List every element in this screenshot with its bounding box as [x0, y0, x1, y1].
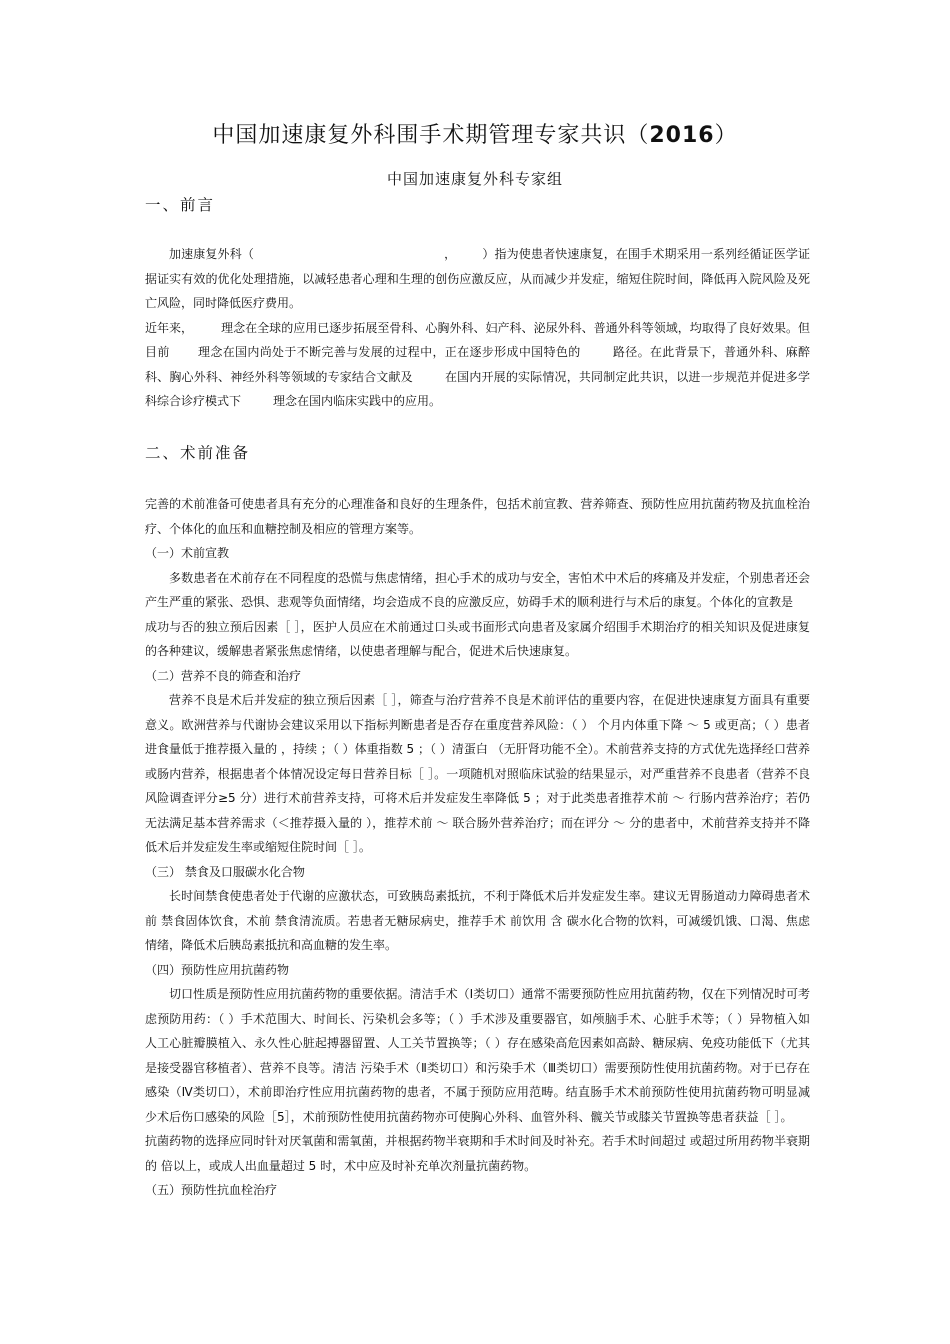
preop-body — [145, 492, 810, 1203]
preface-body — [145, 242, 810, 414]
preface-p2-f: 理念在国内临床实践中的应用。 — [273, 394, 442, 408]
preface-p2-b: 理念在全球的应用已逐步拓展至骨科、心胸外科、妇产科、泌尿外科、普通外科等领域，均取得了良好效果。但目前 — [145, 320, 810, 359]
section-heading-preface: 一、前言 — [145, 196, 216, 214]
subsection-title-antibiotics: （四）预防性应用抗菌药物 — [145, 962, 290, 977]
document-title — [0, 118, 950, 149]
subsection-title-fasting: （三） 禁食及口服碳水化合物 — [145, 864, 305, 879]
preface-p2-d: 路径。在此背景下，普通外科、麻醉科、胸心外科、神经外科等领域的专家结合文献及 — [145, 345, 810, 384]
subsection-title-nutrition: （二）营养不良的筛查和治疗 — [145, 668, 302, 683]
preface-p1-a: 加速康复外科（ — [169, 247, 254, 261]
preop-intro: 完善的术前准备可使患者具有充分的心理准备和良好的生理条件，包括术前宣教、营养筛查、预防性应用抗菌药物及抗血栓治疗、个体化的血压和血糖控制及相应的管理方案等。 — [145, 497, 810, 536]
preface-p2-c: 理念在国内尚处于不断完善与发展的过程中，正在逐步形成中国特色的 — [197, 345, 581, 359]
preface-paragraph-2 — [145, 316, 810, 414]
preface-p2-a: 近年来， — [145, 320, 194, 335]
subsection-title-education: （一）术前宣教 — [145, 546, 230, 560]
preface-p1-b: ， — [443, 247, 457, 261]
preface-paragraph-1 — [145, 242, 810, 316]
title-year: 2016 — [649, 123, 715, 148]
subsection-title-antithrombotic: （五）预防性抗血栓治疗 — [145, 1183, 278, 1197]
author-group: 中国加速康复外科专家组 — [386, 170, 563, 188]
nutrition-paragraph: 营养不良是术后并发症的独立预后因素［ ］，筛查与治疗营养不良是术前评估的重要内容，在促进快速康复方面具有重要意义。欧洲营养与代谢协会建议采用以下指标判断患者是否存在重度营养风险：（ ） 个月内体重下降 ～ 5 或更高；（ ）患者进食量低于推荐摄入量的 ，持续 ；（ ）体重指数 5 ；（ ）清蛋白 （无肝肾功能不全）。术前营养支持的方式优先选择经口营养或肠内营养，根据患者个体情况设定每日营养目标［ ］。一项随机对照临床试验的结果显示，对严重营养不良患者（营养不良风险调查评分≥5 分）进行术前营养支持，可将术后并发症发生率降低 5 ；对于此类患者推荐术前 ～ 行肠内营养治疗；若仍无法满足基本营养需求（＜推荐摄入量的 ），推荐术前 ～ 联合肠外营养治疗；而在评分 ～ 分的患者中，术前营养支持并不降低术后并发症发生率或缩短住院时间［ ］。 — [145, 693, 810, 854]
antibiotics-paragraph: 切口性质是预防性应用抗菌药物的重要依据。清洁手术（Ⅰ类切口）通常不需要预防性应用抗菌药物，仅在下列情况时可考虑预防用药：（ ）手术范围大、时间长、污染机会多等；（ ）手术涉及重要器官，如颅脑手术、心脏手术等；（ ）异物植入如人工心脏瓣膜植入、永久性心脏起搏器留置、人工关节置换等；（ ）存在感染高危因素如高龄、糖尿病、免疫功能低下（尤其是接受器官移植者）、营养不良等。清洁 污染手术（Ⅱ类切口）和污染手术（Ⅲ类切口）需要预防性使用抗菌药物。对于已存在感染（Ⅳ类切口），术前即治疗性应用抗菌药物的患者，不属于预防应用范畴。结直肠手术术前预防性使用抗菌药物可明显减少术后伤口感染的风险［5］，术前预防性使用抗菌药物亦可使胸心外科、血管外科、髋关节或膝关节置换等患者获益［ ］。 — [145, 987, 810, 1124]
antibiotics-paragraph-cont: 抗菌药物的选择应同时针对厌氧菌和需氧菌，并根据药物半衰期和手术时间及时补充。若手术时间超过 或超过所用药物半衰期的 倍以上，或成人出血量超过 5 时，术中应及时补充单次剂量抗菌药物。 — [145, 1134, 810, 1173]
fasting-paragraph: 长时间禁食使患者处于代谢的应激状态，可致胰岛素抵抗，不利于降低术后并发症发生率。建议无胃肠道动力障碍患者术前 禁食固体饮食，术前 禁食清流质。若患者无糖尿病史，推荐手术 前饮用 含 碳水化合物的饮料，可减缓饥饿、口渴、焦虑情绪，降低术后胰岛素抵抗和高血糖的发生率。 — [145, 889, 810, 952]
section-heading-preop: 二、术前准备 — [145, 444, 251, 462]
title-close: ） — [714, 123, 738, 148]
preface-p1-c: ）指为使患者快速康复，在围手术期采用一系列经循证医学证据证实有效的优化处理措施，以减轻患者心理和生理的创伤应激反应，从而减少并发症，缩短住院时间，降低再入院风险及死亡风险，同时降低医疗费用。 — [145, 247, 810, 310]
education-paragraph: 多数患者在术前存在不同程度的恐慌与焦虑情绪，担心手术的成功与安全，害怕术中术后的疼痛及并发症，个别患者还会产生严重的紧张、恐惧、悲观等负面情绪，均会造成不良的应激反应，妨碍手术的顺利进行与术后的康复。个体化的宣教是 — [145, 570, 810, 609]
title-main: 中国加速康复外科围手术期管理专家共识（ — [212, 123, 650, 148]
education-paragraph-cont: 成功与否的独立预后因素［ ］，医护人员应在术前通过口头或书面形式向患者及家属介绍围手术期治疗的相关知识及促进康复的各种建议，缓解患者紧张焦虑情绪，以使患者理解与配合，促进术后快速康复。 — [145, 619, 810, 658]
preface-p2-e: 在国内开展的实际情况，共同制定此共识，以进一步规范并促进多学科综合诊疗模式下 — [145, 369, 810, 408]
